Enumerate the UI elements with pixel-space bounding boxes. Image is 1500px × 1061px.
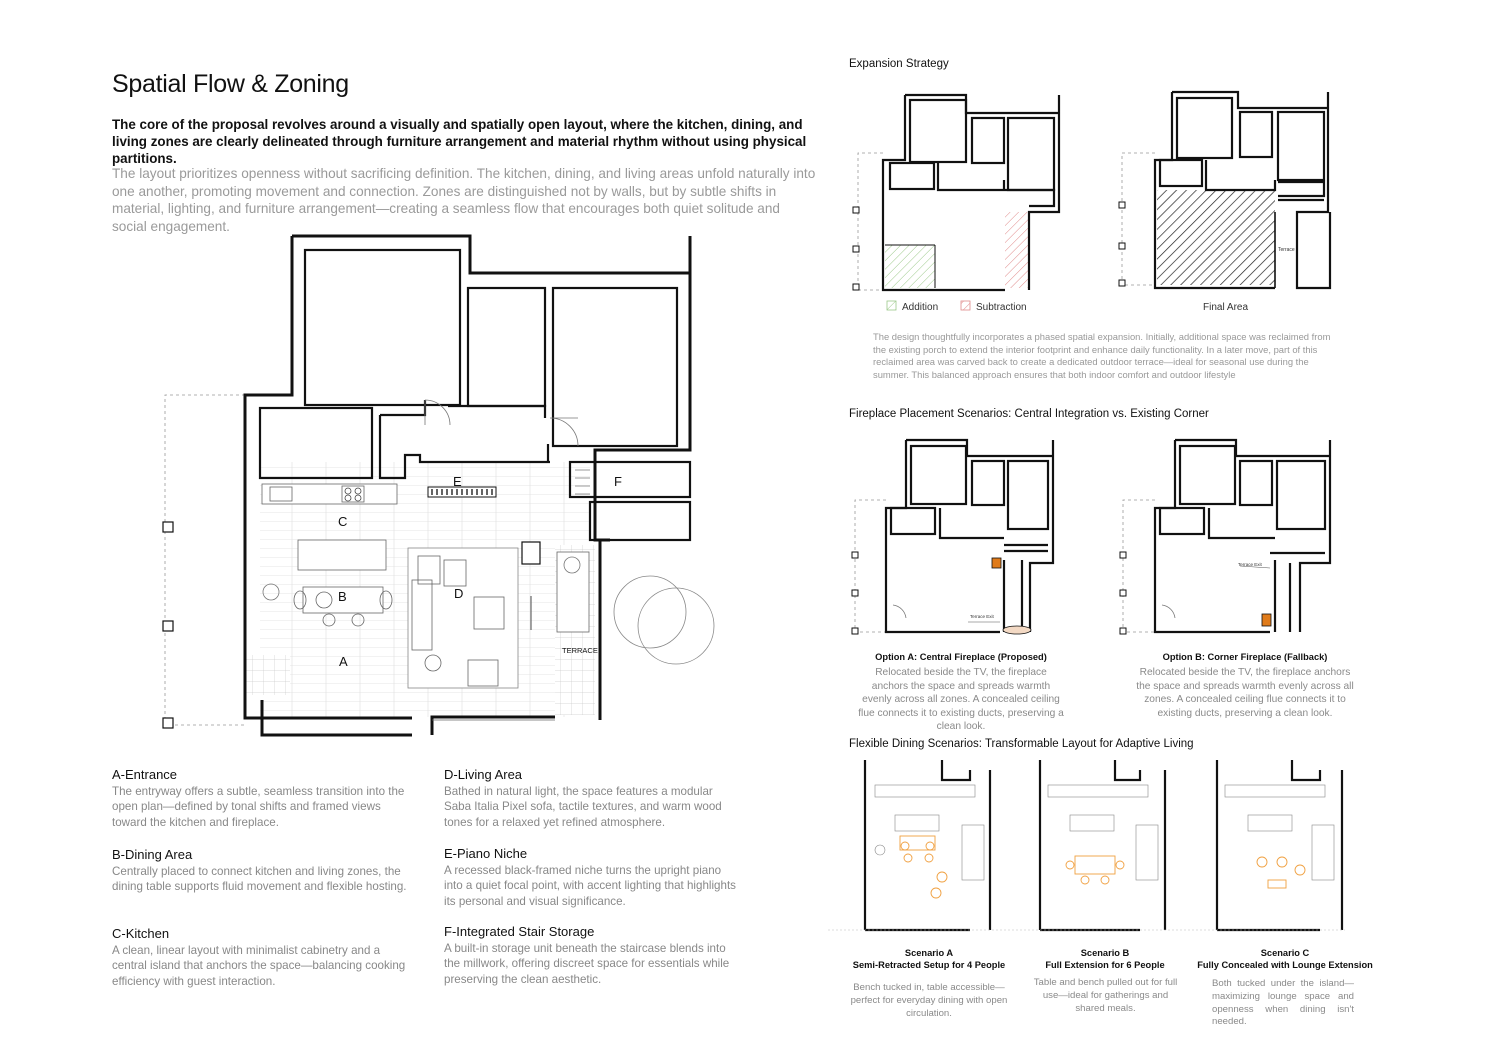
- zone-text: Bathed in natural light, the space features a modular Saba Italia Pixel sofa, tactile textures, and warm wood tones for a relaxed yet refined atmosphere.: [444, 785, 722, 829]
- legend-subtraction: Subtraction: [976, 302, 1027, 313]
- plan-label-f: F: [614, 474, 622, 489]
- scenario-b-subtitle: Full Extension for 6 People: [1045, 960, 1165, 970]
- plan-label-c: C: [338, 514, 348, 529]
- zone-title: B-Dining Area: [112, 847, 193, 862]
- legend-addition: Addition: [902, 302, 939, 313]
- lead-paragraph: The core of the proposal revolves around a visually and spatially open layout, where the kitchen, dining, and living zones are clearly delineated through furniture arrangement and material rhythm without using physical partitions.: [112, 117, 807, 166]
- scenario-b-text: Table and bench pulled out for full use—ideal for gatherings and shared meals.: [1033, 977, 1178, 1014]
- zone-title: A-Entrance: [112, 767, 178, 782]
- plan-label-e: E: [453, 474, 462, 489]
- expansion-title: Expansion Strategy: [849, 58, 949, 70]
- zone-text: The entryway offers a subtle, seamless transition into the open plan—defined by tonal shifts and framed views toward the kitchen and fireplace.: [112, 785, 405, 829]
- zone-title: D-Living Area: [444, 767, 523, 782]
- scenario-c-plan: [1217, 760, 1342, 930]
- zone-title: F-Integrated Stair Storage: [444, 924, 595, 939]
- scenario-b-plan: [1040, 760, 1165, 930]
- scenario-a-name: Scenario A: [904, 948, 954, 958]
- zone-text: A built-in storage unit beneath the staircase blends into the millwork, offering discreet space for essentials while preserving the clean aesthetic.: [444, 942, 730, 986]
- zone-text: A recessed black-framed niche turns the upright piano into a quiet focal point, with accent lighting that highlights its personal and visual significance.: [444, 864, 736, 908]
- option-b-text: Relocated beside the TV, the fireplace anchors the space and spreads warmth evenly across all zones. A concealed ceiling flue connects it to existing ducts, preserving a clean look.: [1136, 667, 1354, 719]
- dining-title: Flexible Dining Scenarios: Transformable Layout for Adaptive Living: [849, 738, 1194, 750]
- option-a-title: Option A: Central Fireplace (Proposed): [875, 652, 1047, 662]
- expansion-text: The design thoughtfully incorporates a phased spatial expansion. Initially, additional space was reclaimed from the existing porch to extend the interior footprint and enhance daily functionality. In a later move, part of this reclaimed area was carved back to create a dedicated outdoor terrace—ideal for seasonal use during the summer. This balanced approach ensures that both indoor comfort and outdoor lifestyle: [873, 331, 1331, 380]
- plan-label-a: A: [339, 654, 348, 669]
- scenario-a-plan: [865, 760, 990, 930]
- scenario-b-name: Scenario B: [1080, 948, 1130, 958]
- terrace-small-label: Terrace: [1278, 247, 1295, 253]
- scenario-c-name: Scenario C: [1260, 948, 1310, 958]
- terrace-exit-label-a: Terrace Exit: [970, 614, 994, 619]
- terrace-exit-label-b: Terrace Exit: [1238, 562, 1262, 567]
- scenario-c-subtitle: Fully Concealed with Lounge Extension: [1197, 960, 1373, 970]
- plan-label-terrace: TERRACE: [562, 646, 598, 655]
- option-a-text: Relocated beside the TV, the fireplace anchors the space and spreads warmth evenly across all zones. A concealed ceiling flue connects it to existing ducts, preserving a clean look.: [858, 667, 1064, 733]
- scenario-a-text: Bench tucked in, table accessible—perfect for everyday dining with open circulation.: [850, 982, 1008, 1019]
- plan-label-b: B: [338, 589, 347, 604]
- fireplace-title: Fireplace Placement Scenarios: Central Integration vs. Existing Corner: [849, 408, 1209, 420]
- zone-title: E-Piano Niche: [444, 846, 528, 861]
- plan-label-d: D: [454, 586, 464, 601]
- body-paragraph: The layout prioritizes openness without sacrificing definition. The kitchen, dining, and living areas unfold naturally into one another, promoting movement and connection. Zones are distinguished not by walls, but by subtle shifts in material, lighting, and furniture arrangement—creating a seamless flow that encourages both quiet solitude and social engagement.: [112, 166, 816, 234]
- final-area-label: Final Area: [1203, 302, 1249, 313]
- zone-title: C-Kitchen: [112, 926, 170, 941]
- scenario-a-subtitle: Semi-Retracted Setup for 4 People: [852, 960, 1006, 970]
- option-b-title: Option B: Corner Fireplace (Fallback): [1162, 652, 1328, 662]
- scenario-c-text: Both tucked under the island—maximizing lounge space and openness when dining isn't needed.: [1212, 978, 1354, 1028]
- zone-text: A clean, linear layout with minimalist cabinetry and a central island that anchors the space—balancing cooking efficiency with guest interaction.: [112, 944, 406, 988]
- zone-text: Centrally placed to connect kitchen and living zones, the dining table supports fluid movement and flexible hosting.: [112, 865, 407, 894]
- page-title: Spatial Flow & Zoning: [112, 70, 349, 98]
